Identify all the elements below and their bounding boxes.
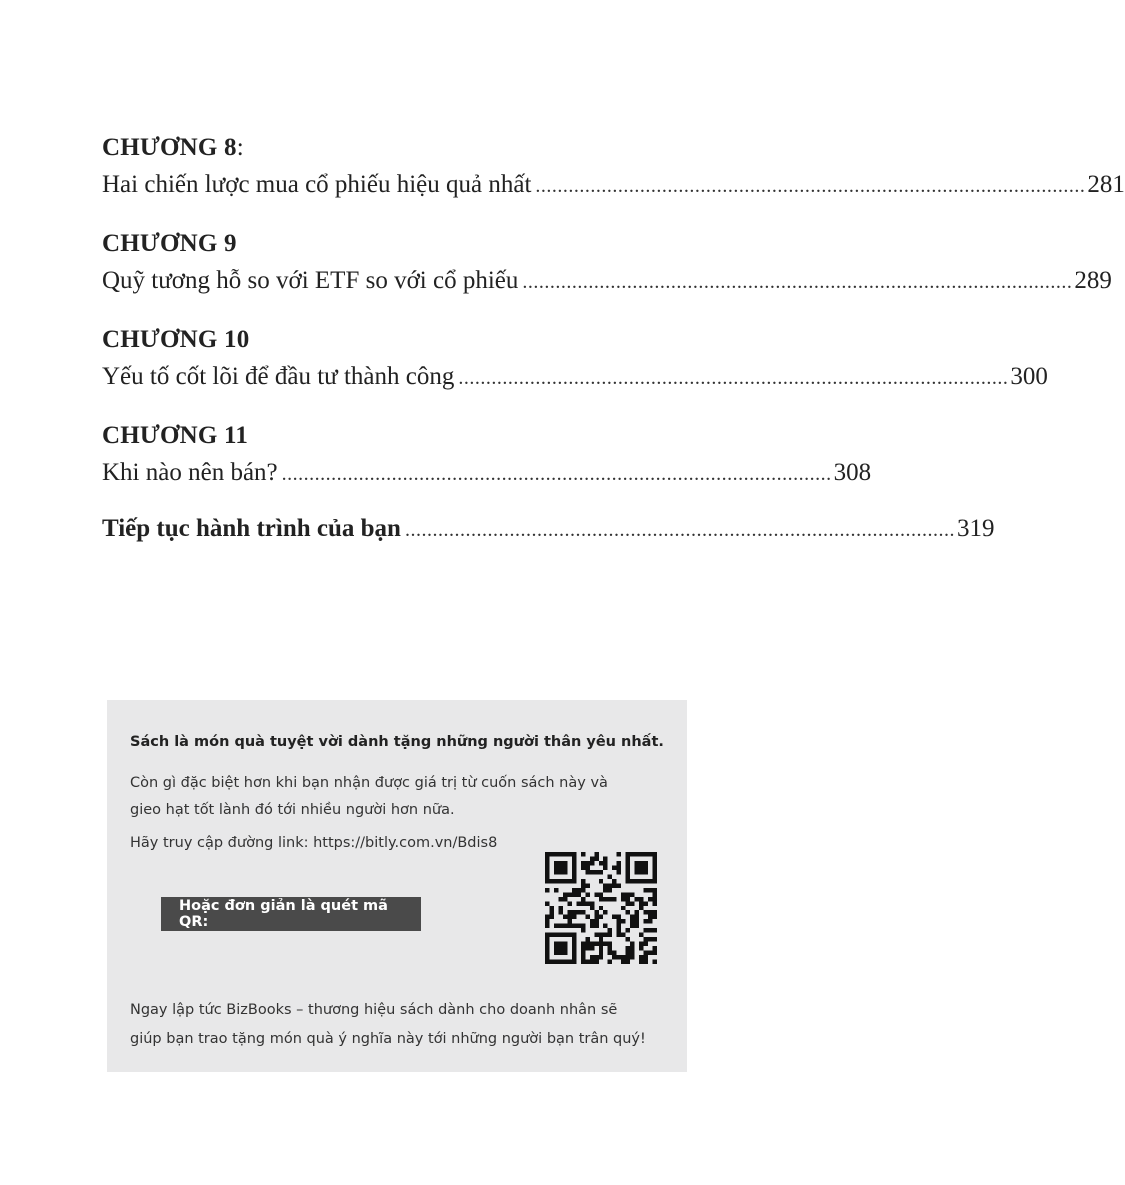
dot-leader: ....................................................................................................: [404, 519, 955, 541]
chapter-label: CHƯƠNG 11: [102, 422, 249, 449]
qr-label: Hoặc đơn giản là quét mã QR:: [161, 897, 421, 931]
toc-page-number: 281: [1087, 171, 1125, 198]
toc-entry-final[interactable]: [102, 512, 995, 547]
chapter-label: CHƯƠNG 10: [102, 326, 250, 353]
toc-chapter-8: [102, 128, 1125, 203]
toc-entry-title: Tiếp tục hành trình của bạn: [102, 515, 401, 542]
promo-footer-line: Ngay lập tức BizBooks – thương hiệu sách dành cho doanh nhân sẽ: [130, 1002, 618, 1018]
promo-footer-line: giúp bạn trao tặng món quà ý nghĩa này tới những người bạn trân quý!: [130, 1031, 646, 1047]
gift-promo-box: [107, 700, 687, 1072]
table-of-contents: [102, 128, 1125, 547]
toc-entry-title: Hai chiến lược mua cổ phiếu hiệu quả nhất: [102, 171, 532, 198]
dot-leader: ....................................................................................................: [458, 367, 1009, 389]
qr-code-icon[interactable]: [545, 852, 657, 964]
promo-body-line: gieo hạt tốt lành đó tới nhiều người hơn nữa.: [130, 802, 455, 818]
toc-page-number: 289: [1074, 267, 1112, 294]
toc-page-number: 300: [1010, 363, 1048, 390]
toc-entry[interactable]: [102, 456, 872, 491]
toc-entry-title: Yếu tố cốt lõi để đầu tư thành công: [102, 363, 455, 390]
toc-entry-title: Quỹ tương hỗ so với ETF so với cổ phiếu: [102, 267, 519, 294]
toc-entry[interactable]: [102, 360, 1048, 395]
promo-body: [130, 770, 670, 824]
dot-leader: ....................................................................................................: [535, 175, 1086, 197]
chapter-label: CHƯƠNG 8:: [102, 134, 244, 161]
dot-leader: ....................................................................................................: [522, 271, 1073, 293]
toc-page-number: 319: [956, 515, 995, 542]
promo-body-line: Còn gì đặc biệt hơn khi bạn nhận được giá trị từ cuốn sách này và: [130, 775, 608, 791]
toc-chapter-10: [102, 320, 1048, 395]
promo-footer: [130, 996, 675, 1054]
toc-page-number: 308: [833, 459, 872, 486]
toc-chapter-11: [102, 416, 872, 491]
toc-entry[interactable]: [102, 264, 1112, 299]
toc-chapter-9: [102, 224, 1112, 299]
chapter-label: CHƯƠNG 9: [102, 230, 237, 257]
toc-entry-title: Khi nào nên bán?: [102, 459, 278, 486]
dot-leader: ....................................................................................................: [281, 463, 832, 485]
promo-headline: Sách là món quà tuyệt vời dành tặng những người thân yêu nhất.: [130, 734, 664, 750]
promo-link[interactable]: Hãy truy cập đường link: https://bitly.com.vn/Bdis8: [130, 835, 498, 851]
toc-entry[interactable]: [102, 168, 1125, 203]
